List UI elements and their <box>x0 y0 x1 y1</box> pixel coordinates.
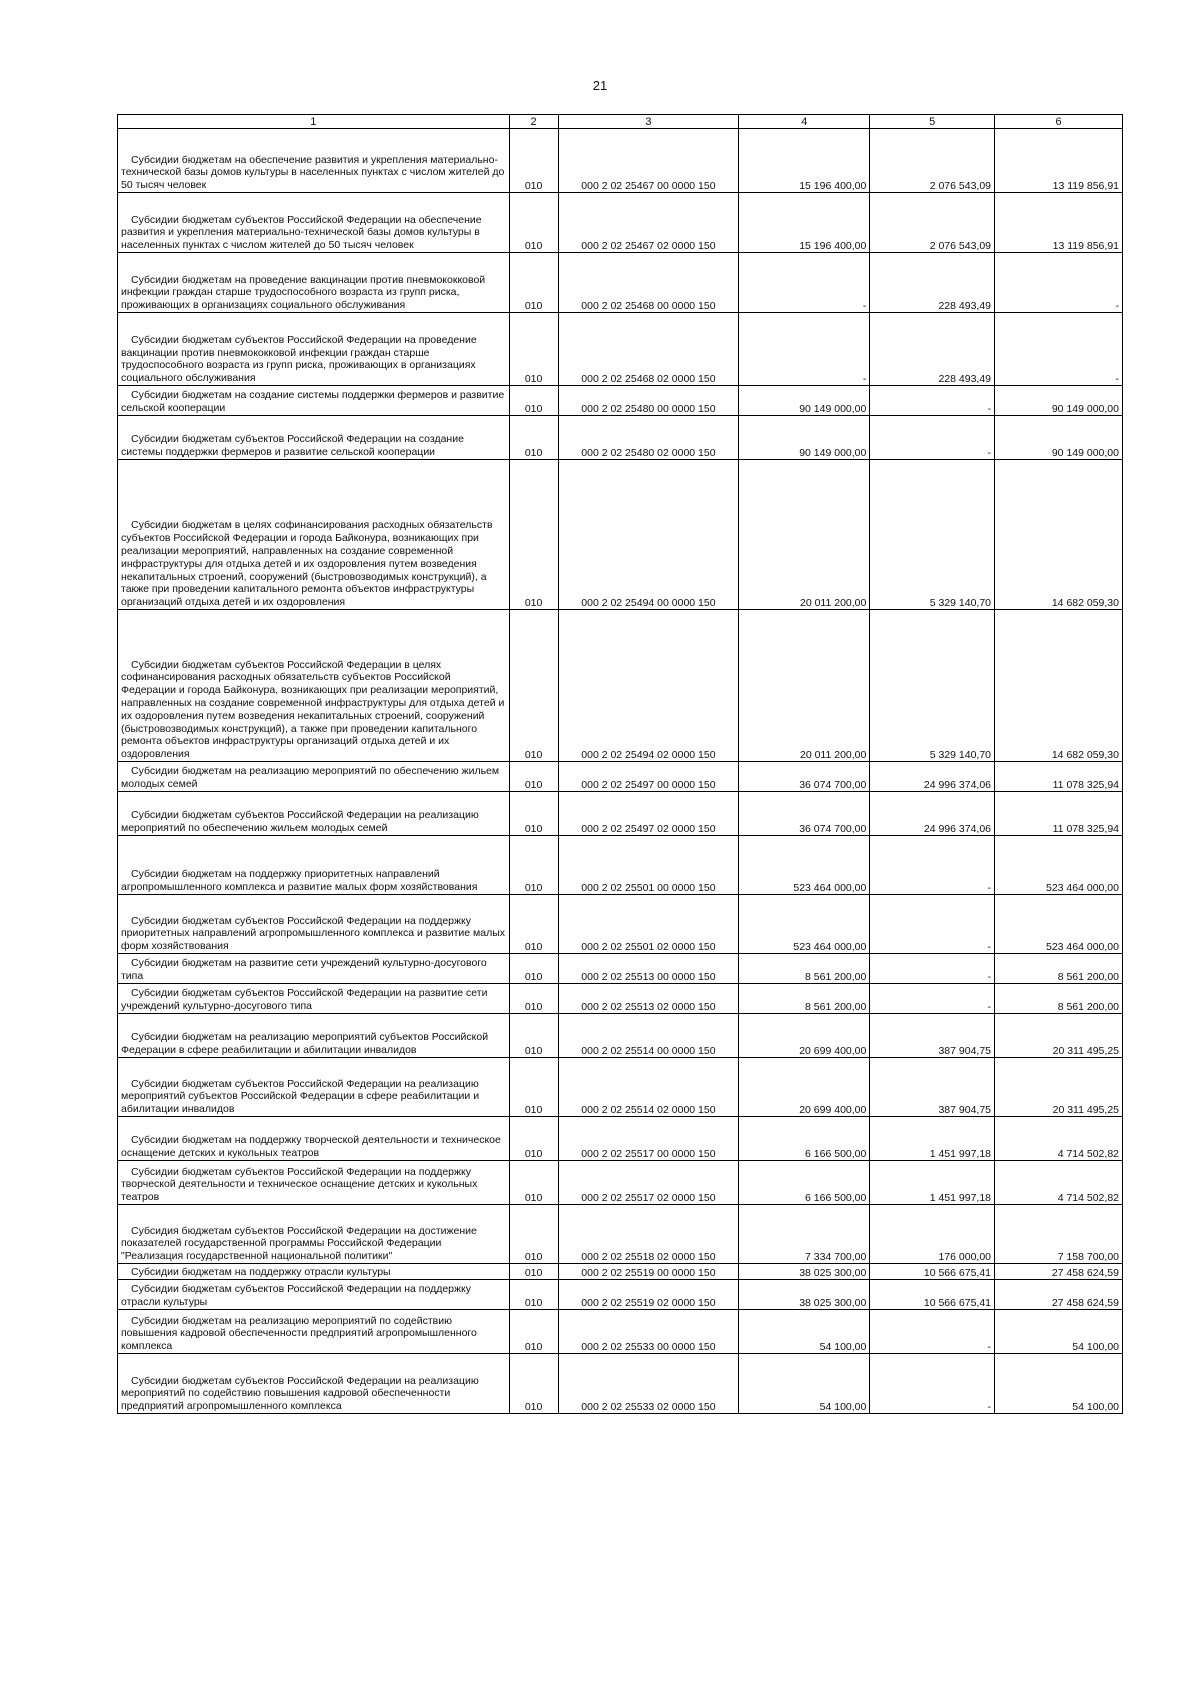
table-row <box>118 610 1123 762</box>
approved-amount-cell: 20 011 200,00 <box>739 460 870 610</box>
approved-amount-cell: 36 074 700,00 <box>739 792 870 836</box>
budget-classification-code-cell: 000 2 02 25494 00 0000 150 <box>558 460 738 610</box>
executed-amount-cell: - <box>870 386 995 416</box>
column-number-header: 5 <box>870 115 995 129</box>
approved-amount-cell: - <box>739 253 870 313</box>
line-code-cell: 010 <box>509 129 558 193</box>
indicator-name-cell: Субсидии бюджетам субъектов Российской Федерации в целях софинансирования расходных обязательств субъектов Российской Федерации и города Байконура, возникающих при реализации мероприятий, направленных на создание современной инфраструктуры для отдыха детей и их оздоровления путем возведения некапитальных строений, сооружений (быстровозводимых конструкций), а также при проведении капитального ремонта объектов инфраструктуры организаций отдыха детей и их оздоровления <box>118 610 510 762</box>
approved-amount-cell: 90 149 000,00 <box>739 416 870 460</box>
approved-amount-cell: 20 699 400,00 <box>739 1014 870 1058</box>
line-code-cell: 010 <box>509 416 558 460</box>
approved-amount-cell: 90 149 000,00 <box>739 386 870 416</box>
approved-amount-cell: 8 561 200,00 <box>739 984 870 1014</box>
indicator-name-cell: Субсидии бюджетам на поддержку творческой деятельности и техническое оснащение детских и кукольных театров <box>118 1117 510 1161</box>
table-row <box>118 1310 1123 1354</box>
table-row <box>118 386 1123 416</box>
unexecuted-amount-cell: 14 682 059,30 <box>995 610 1123 762</box>
indicator-name-cell: Субсидии бюджетам субъектов Российской Федерации на создание системы поддержки фермеров и развитие сельской кооперации <box>118 416 510 460</box>
approved-amount-cell: 15 196 400,00 <box>739 129 870 193</box>
unexecuted-amount-cell: 90 149 000,00 <box>995 386 1123 416</box>
table-row <box>118 1161 1123 1205</box>
budget-classification-code-cell: 000 2 02 25517 02 0000 150 <box>558 1161 738 1205</box>
line-code-cell: 010 <box>509 1117 558 1161</box>
line-code-cell: 010 <box>509 792 558 836</box>
table-row <box>118 984 1123 1014</box>
approved-amount-cell: 7 334 700,00 <box>739 1205 870 1264</box>
line-code-cell: 010 <box>509 610 558 762</box>
executed-amount-cell: 1 451 997,18 <box>870 1161 995 1205</box>
approved-amount-cell: 38 025 300,00 <box>739 1264 870 1280</box>
table-row <box>118 193 1123 253</box>
line-code-cell: 010 <box>509 253 558 313</box>
unexecuted-amount-cell: 90 149 000,00 <box>995 416 1123 460</box>
budget-classification-code-cell: 000 2 02 25517 00 0000 150 <box>558 1117 738 1161</box>
table-row <box>118 954 1123 984</box>
unexecuted-amount-cell: 7 158 700,00 <box>995 1205 1123 1264</box>
indicator-name-cell: Субсидии бюджетам на реализацию мероприятий по содействию повышения кадровой обеспеченности предприятий агропромышленного комплекса <box>118 1310 510 1354</box>
approved-amount-cell: 523 464 000,00 <box>739 836 870 895</box>
unexecuted-amount-cell: 4 714 502,82 <box>995 1117 1123 1161</box>
budget-classification-code-cell: 000 2 02 25480 00 0000 150 <box>558 386 738 416</box>
indicator-name-cell: Субсидии бюджетам субъектов Российской Федерации на поддержку отрасли культуры <box>118 1280 510 1310</box>
budget-classification-code-cell: 000 2 02 25467 02 0000 150 <box>558 193 738 253</box>
budget-classification-code-cell: 000 2 02 25467 00 0000 150 <box>558 129 738 193</box>
indicator-name-cell: Субсидии бюджетам субъектов Российской Федерации на развитие сети учреждений культурно-досугового типа <box>118 984 510 1014</box>
executed-amount-cell: 387 904,75 <box>870 1014 995 1058</box>
line-code-cell: 010 <box>509 1014 558 1058</box>
approved-amount-cell: - <box>739 313 870 386</box>
table-row <box>118 1014 1123 1058</box>
table-row <box>118 253 1123 313</box>
executed-amount-cell: 10 566 675,41 <box>870 1264 995 1280</box>
approved-amount-cell: 36 074 700,00 <box>739 762 870 792</box>
executed-amount-cell: 5 329 140,70 <box>870 610 995 762</box>
line-code-cell: 010 <box>509 386 558 416</box>
approved-amount-cell: 38 025 300,00 <box>739 1280 870 1310</box>
table-row <box>118 129 1123 193</box>
indicator-name-cell: Субсидии бюджетам субъектов Российской Федерации на реализацию мероприятий по обеспечению жильем молодых семей <box>118 792 510 836</box>
budget-classification-code-cell: 000 2 02 25514 02 0000 150 <box>558 1058 738 1117</box>
line-code-cell: 010 <box>509 1264 558 1280</box>
table-row <box>118 762 1123 792</box>
indicator-name-cell: Субсидии бюджетам на поддержку отрасли культуры <box>118 1264 510 1280</box>
executed-amount-cell: - <box>870 895 995 954</box>
column-number-header: 4 <box>739 115 870 129</box>
unexecuted-amount-cell: 27 458 624,59 <box>995 1264 1123 1280</box>
unexecuted-amount-cell: 523 464 000,00 <box>995 895 1123 954</box>
table-row <box>118 1280 1123 1310</box>
table-row <box>118 1354 1123 1414</box>
unexecuted-amount-cell: 11 078 325,94 <box>995 762 1123 792</box>
indicator-name-cell: Субсидии бюджетам на обеспечение развития и укрепления материально-технической базы домов культуры в населенных пунктах с числом жителей до 50 тысяч человек <box>118 129 510 193</box>
indicator-name-cell: Субсидии бюджетам субъектов Российской Федерации на обеспечение развития и укрепления материально-технической базы домов культуры в населенных пунктах с числом жителей до 50 тысяч человек <box>118 193 510 253</box>
table-row <box>118 1058 1123 1117</box>
column-number-header: 3 <box>558 115 738 129</box>
budget-classification-code-cell: 000 2 02 25519 02 0000 150 <box>558 1280 738 1310</box>
executed-amount-cell: 228 493,49 <box>870 313 995 386</box>
line-code-cell: 010 <box>509 1354 558 1414</box>
executed-amount-cell: - <box>870 836 995 895</box>
line-code-cell: 010 <box>509 895 558 954</box>
table-row <box>118 1117 1123 1161</box>
executed-amount-cell: 10 566 675,41 <box>870 1280 995 1310</box>
budget-classification-code-cell: 000 2 02 25497 00 0000 150 <box>558 762 738 792</box>
line-code-cell: 010 <box>509 1310 558 1354</box>
budget-classification-code-cell: 000 2 02 25533 00 0000 150 <box>558 1310 738 1354</box>
indicator-name-cell: Субсидии бюджетам субъектов Российской Федерации на поддержку приоритетных направлений агропромышленного комплекса и развитие малых форм хозяйствования <box>118 895 510 954</box>
indicator-name-cell: Субсидии бюджетам субъектов Российской Федерации на поддержку творческой деятельности и техническое оснащение детских и кукольных театров <box>118 1161 510 1205</box>
executed-amount-cell: - <box>870 1310 995 1354</box>
unexecuted-amount-cell: 8 561 200,00 <box>995 954 1123 984</box>
line-code-cell: 010 <box>509 1058 558 1117</box>
table-row <box>118 416 1123 460</box>
table-row <box>118 895 1123 954</box>
line-code-cell: 010 <box>509 1161 558 1205</box>
approved-amount-cell: 523 464 000,00 <box>739 895 870 954</box>
unexecuted-amount-cell: - <box>995 313 1123 386</box>
line-code-cell: 010 <box>509 1280 558 1310</box>
unexecuted-amount-cell: 14 682 059,30 <box>995 460 1123 610</box>
table-row <box>118 313 1123 386</box>
indicator-name-cell: Субсидии бюджетам на реализацию мероприятий по обеспечению жильем молодых семей <box>118 762 510 792</box>
executed-amount-cell: 1 451 997,18 <box>870 1117 995 1161</box>
column-number-header-row <box>118 115 1123 129</box>
budget-classification-code-cell: 000 2 02 25480 02 0000 150 <box>558 416 738 460</box>
unexecuted-amount-cell: 13 119 856,91 <box>995 129 1123 193</box>
approved-amount-cell: 8 561 200,00 <box>739 954 870 984</box>
executed-amount-cell: 2 076 543,09 <box>870 193 995 253</box>
executed-amount-cell: - <box>870 984 995 1014</box>
budget-table <box>117 114 1123 1414</box>
unexecuted-amount-cell: 523 464 000,00 <box>995 836 1123 895</box>
approved-amount-cell: 15 196 400,00 <box>739 193 870 253</box>
line-code-cell: 010 <box>509 193 558 253</box>
unexecuted-amount-cell: 27 458 624,59 <box>995 1280 1123 1310</box>
indicator-name-cell: Субсидии бюджетам субъектов Российской Федерации на реализацию мероприятий субъектов Российской Федерации в сфере реабилитации и абилитации инвалидов <box>118 1058 510 1117</box>
unexecuted-amount-cell: 54 100,00 <box>995 1310 1123 1354</box>
budget-classification-code-cell: 000 2 02 25513 00 0000 150 <box>558 954 738 984</box>
approved-amount-cell: 6 166 500,00 <box>739 1117 870 1161</box>
indicator-name-cell: Субсидии бюджетам в целях софинансирования расходных обязательств субъектов Российской Федерации и города Байконура, возникающих при реализации мероприятий, направленных на создание современной инфраструктуры для отдыха детей и их оздоровления путем возведения некапитальных строений, сооружений (быстровозводимых конструкций), а также при проведении капитального ремонта объектов инфраструктуры организаций отдыха детей и их оздоровления <box>118 460 510 610</box>
indicator-name-cell: Субсидии бюджетам на развитие сети учреждений культурно-досугового типа <box>118 954 510 984</box>
indicator-name-cell: Субсидии бюджетам субъектов Российской Федерации на проведение вакцинации против пневмококковой инфекции граждан старше трудоспособного возраста из групп риска, проживающих в организациях социального обслуживания <box>118 313 510 386</box>
indicator-name-cell: Субсидии бюджетам на реализацию мероприятий субъектов Российской Федерации в сфере реабилитации и абилитации инвалидов <box>118 1014 510 1058</box>
indicator-name-cell: Субсидии бюджетам на проведение вакцинации против пневмококковой инфекции граждан старше трудоспособного возраста из групп риска, проживающих в организациях социального обслуживания <box>118 253 510 313</box>
executed-amount-cell: 24 996 374,06 <box>870 792 995 836</box>
executed-amount-cell: 5 329 140,70 <box>870 460 995 610</box>
table-body <box>118 129 1123 1414</box>
executed-amount-cell: 2 076 543,09 <box>870 129 995 193</box>
budget-classification-code-cell: 000 2 02 25519 00 0000 150 <box>558 1264 738 1280</box>
unexecuted-amount-cell: 4 714 502,82 <box>995 1161 1123 1205</box>
budget-classification-code-cell: 000 2 02 25497 02 0000 150 <box>558 792 738 836</box>
unexecuted-amount-cell: 20 311 495,25 <box>995 1058 1123 1117</box>
indicator-name-cell: Субсидии бюджетам на поддержку приоритетных направлений агропромышленного комплекса и развитие малых форм хозяйствования <box>118 836 510 895</box>
table-row <box>118 1264 1123 1280</box>
executed-amount-cell: - <box>870 416 995 460</box>
indicator-name-cell: Субсидии бюджетам на создание системы поддержки фермеров и развитие сельской кооперации <box>118 386 510 416</box>
approved-amount-cell: 6 166 500,00 <box>739 1161 870 1205</box>
table-row <box>118 836 1123 895</box>
unexecuted-amount-cell: 11 078 325,94 <box>995 792 1123 836</box>
budget-classification-code-cell: 000 2 02 25494 02 0000 150 <box>558 610 738 762</box>
line-code-cell: 010 <box>509 954 558 984</box>
executed-amount-cell: 24 996 374,06 <box>870 762 995 792</box>
column-number-header: 6 <box>995 115 1123 129</box>
unexecuted-amount-cell: 13 119 856,91 <box>995 193 1123 253</box>
executed-amount-cell: 387 904,75 <box>870 1058 995 1117</box>
approved-amount-cell: 54 100,00 <box>739 1354 870 1414</box>
executed-amount-cell: 228 493,49 <box>870 253 995 313</box>
column-number-header: 1 <box>118 115 510 129</box>
budget-classification-code-cell: 000 2 02 25533 02 0000 150 <box>558 1354 738 1414</box>
unexecuted-amount-cell: 54 100,00 <box>995 1354 1123 1414</box>
line-code-cell: 010 <box>509 984 558 1014</box>
approved-amount-cell: 20 699 400,00 <box>739 1058 870 1117</box>
table-row <box>118 792 1123 836</box>
executed-amount-cell: - <box>870 954 995 984</box>
table-row <box>118 460 1123 610</box>
executed-amount-cell: - <box>870 1354 995 1414</box>
unexecuted-amount-cell: 20 311 495,25 <box>995 1014 1123 1058</box>
unexecuted-amount-cell: - <box>995 253 1123 313</box>
budget-classification-code-cell: 000 2 02 25513 02 0000 150 <box>558 984 738 1014</box>
table-row <box>118 1205 1123 1264</box>
page-number: 21 <box>592 78 608 93</box>
indicator-name-cell: Субсидии бюджетам субъектов Российской Федерации на реализацию мероприятий по содействию повышения кадровой обеспеченности предприятий агропромышленного комплекса <box>118 1354 510 1414</box>
budget-classification-code-cell: 000 2 02 25501 02 0000 150 <box>558 895 738 954</box>
line-code-cell: 010 <box>509 460 558 610</box>
approved-amount-cell: 54 100,00 <box>739 1310 870 1354</box>
unexecuted-amount-cell: 8 561 200,00 <box>995 984 1123 1014</box>
approved-amount-cell: 20 011 200,00 <box>739 610 870 762</box>
budget-classification-code-cell: 000 2 02 25518 02 0000 150 <box>558 1205 738 1264</box>
line-code-cell: 010 <box>509 313 558 386</box>
indicator-name-cell: Субсидия бюджетам субъектов Российской Федерации на достижение показателей государственной программы Российской Федерации "Реализация государственной национальной политики" <box>118 1205 510 1264</box>
budget-classification-code-cell: 000 2 02 25514 00 0000 150 <box>558 1014 738 1058</box>
column-number-header: 2 <box>509 115 558 129</box>
budget-classification-code-cell: 000 2 02 25468 00 0000 150 <box>558 253 738 313</box>
budget-classification-code-cell: 000 2 02 25468 02 0000 150 <box>558 313 738 386</box>
line-code-cell: 010 <box>509 1205 558 1264</box>
executed-amount-cell: 176 000,00 <box>870 1205 995 1264</box>
line-code-cell: 010 <box>509 762 558 792</box>
line-code-cell: 010 <box>509 836 558 895</box>
budget-classification-code-cell: 000 2 02 25501 00 0000 150 <box>558 836 738 895</box>
